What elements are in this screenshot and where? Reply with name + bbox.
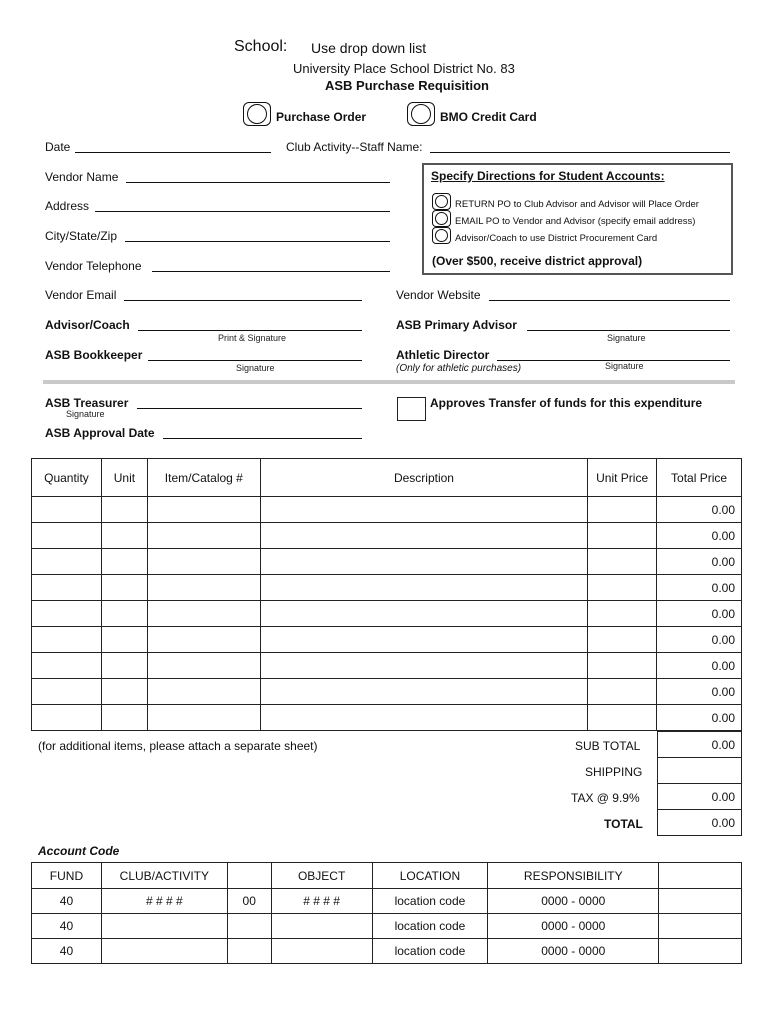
approves-transfer-checkbox[interactable] xyxy=(397,397,426,421)
total-price-cell: 0.00 xyxy=(657,575,742,601)
table-row xyxy=(32,679,742,705)
item-cell[interactable] xyxy=(147,549,260,575)
item-cell[interactable] xyxy=(147,497,260,523)
header-unit-price: Unit Price xyxy=(588,459,657,497)
bookkeeper-signature-caption: Signature xyxy=(236,363,275,373)
advisor-print-signature-caption: Print & Signature xyxy=(218,333,287,343)
total-price-cell: 0.00 xyxy=(657,627,742,653)
unit-cell[interactable] xyxy=(101,601,147,627)
table-row xyxy=(32,549,742,575)
total-price-cell: 0.00 xyxy=(657,679,742,705)
extra-cell[interactable] xyxy=(659,889,742,914)
date-label: Date xyxy=(45,140,71,154)
location-cell[interactable]: location code xyxy=(372,914,488,939)
table-row xyxy=(32,627,742,653)
qty-cell[interactable] xyxy=(32,601,102,627)
unit-cell[interactable] xyxy=(101,497,147,523)
unit-price-cell[interactable] xyxy=(588,549,657,575)
description-cell[interactable] xyxy=(260,497,587,523)
advisor-coach-label: Advisor/Coach xyxy=(45,318,130,332)
account-header-extra xyxy=(659,863,742,889)
vendor-telephone-field[interactable] xyxy=(152,271,390,272)
description-cell[interactable] xyxy=(260,601,587,627)
qty-cell[interactable] xyxy=(32,705,102,731)
athletic-signature-caption: Signature xyxy=(605,361,644,371)
sub-total-value: 0.00 xyxy=(658,732,742,758)
table-row xyxy=(32,575,742,601)
unit-price-cell[interactable] xyxy=(588,653,657,679)
header-description: Description xyxy=(260,459,587,497)
return-po-radio[interactable] xyxy=(432,193,451,210)
location-cell[interactable]: location code xyxy=(372,889,488,914)
date-field[interactable] xyxy=(75,152,271,153)
athletic-director-note: (Only for athletic purchases) xyxy=(396,363,522,374)
description-cell[interactable] xyxy=(260,523,587,549)
object-cell[interactable]: # # # # xyxy=(271,889,372,914)
treasurer-signature-caption: Signature xyxy=(66,409,105,419)
form-title: ASB Purchase Requisition xyxy=(325,78,489,93)
city-state-zip-field[interactable] xyxy=(125,241,390,242)
description-cell[interactable] xyxy=(260,679,587,705)
account-code-table xyxy=(31,862,742,964)
directions-title: Specify Directions for Student Accounts: xyxy=(431,169,665,183)
district-approval-note: (Over $500, receive district approval) xyxy=(432,254,643,268)
unit-price-cell[interactable] xyxy=(588,705,657,731)
account-header-blank xyxy=(227,863,271,889)
item-cell[interactable] xyxy=(147,523,260,549)
asb-bookkeeper-field[interactable] xyxy=(148,360,362,361)
vendor-telephone-label: Vendor Telephone xyxy=(45,259,142,273)
asb-approval-date-label: ASB Approval Date xyxy=(45,426,155,440)
responsibility-cell[interactable]: 0000 - 0000 xyxy=(488,889,659,914)
total-price-cell: 0.00 xyxy=(657,549,742,575)
email-po-label: EMAIL PO to Vendor and Advisor (specify email address) xyxy=(455,216,696,227)
account-header-club-activity: CLUB/ACTIVITY xyxy=(101,863,227,889)
unit-cell[interactable] xyxy=(101,523,147,549)
email-po-radio[interactable] xyxy=(432,210,451,227)
account-header-object: OBJECT xyxy=(271,863,372,889)
table-row xyxy=(32,601,742,627)
city-state-zip-label: City/State/Zip xyxy=(45,229,118,243)
fund-cell[interactable]: 40 xyxy=(32,939,102,964)
vendor-name-label: Vendor Name xyxy=(45,170,119,184)
approves-transfer-label: Approves Transfer of funds for this expenditure xyxy=(430,396,703,410)
address-field[interactable] xyxy=(95,211,390,212)
primary-advisor-signature-caption: Signature xyxy=(607,333,646,343)
asb-bookkeeper-label: ASB Bookkeeper xyxy=(45,348,143,362)
fund-cell[interactable]: 40 xyxy=(32,914,102,939)
athletic-director-label: Athletic Director xyxy=(396,348,490,362)
object-cell[interactable] xyxy=(271,914,372,939)
return-po-label: RETURN PO to Club Advisor and Advisor will Place Order xyxy=(455,199,699,210)
asb-primary-advisor-field[interactable] xyxy=(527,330,730,331)
account-header-location: LOCATION xyxy=(372,863,488,889)
vendor-email-field[interactable] xyxy=(124,300,362,301)
description-cell[interactable] xyxy=(260,705,587,731)
object-cell[interactable] xyxy=(271,939,372,964)
total-label: TOTAL xyxy=(604,817,643,831)
unit-cell[interactable] xyxy=(101,627,147,653)
table-row xyxy=(32,705,742,731)
club-activity-cell[interactable]: # # # # xyxy=(101,889,227,914)
items-table xyxy=(31,458,742,731)
location-cell[interactable]: location code xyxy=(372,939,488,964)
item-cell[interactable] xyxy=(147,679,260,705)
unit-price-cell[interactable] xyxy=(588,601,657,627)
total-price-cell: 0.00 xyxy=(657,497,742,523)
header-item-catalog: Item/Catalog # xyxy=(147,459,260,497)
unit-price-cell[interactable] xyxy=(588,679,657,705)
club-activity-cell[interactable] xyxy=(101,914,227,939)
address-label: Address xyxy=(45,199,90,213)
asb-treasurer-field[interactable] xyxy=(137,408,362,409)
table-row xyxy=(32,889,742,914)
vendor-website-label: Vendor Website xyxy=(396,288,481,302)
table-row xyxy=(32,914,742,939)
description-cell[interactable] xyxy=(260,653,587,679)
account-header-fund: FUND xyxy=(32,863,102,889)
table-row xyxy=(32,523,742,549)
unit-cell[interactable] xyxy=(101,679,147,705)
total-price-cell: 0.00 xyxy=(657,653,742,679)
total-price-cell: 0.00 xyxy=(657,601,742,627)
item-cell[interactable] xyxy=(147,601,260,627)
item-cell[interactable] xyxy=(147,575,260,601)
unit-price-cell[interactable] xyxy=(588,497,657,523)
asb-approval-date-field[interactable] xyxy=(163,438,362,439)
club-activity-cell[interactable] xyxy=(101,939,227,964)
item-cell[interactable] xyxy=(147,705,260,731)
sub-code-cell[interactable] xyxy=(227,939,271,964)
description-cell[interactable] xyxy=(260,575,587,601)
asb-treasurer-label: ASB Treasurer xyxy=(45,396,129,410)
header-quantity: Quantity xyxy=(32,459,102,497)
unit-cell[interactable] xyxy=(101,549,147,575)
procurement-card-label: Advisor/Coach to use District Procurement Card xyxy=(455,233,658,244)
vendor-website-field[interactable] xyxy=(489,300,730,301)
item-cell[interactable] xyxy=(147,653,260,679)
tax-label: TAX @ 9.9% xyxy=(571,791,640,805)
vendor-name-field[interactable] xyxy=(126,182,390,183)
summary-table xyxy=(657,731,742,836)
account-code-title: Account Code xyxy=(38,844,120,858)
header-total-price: Total Price xyxy=(657,459,742,497)
unit-cell[interactable] xyxy=(101,705,147,731)
asb-primary-advisor-label: ASB Primary Advisor xyxy=(396,318,517,332)
total-price-cell: 0.00 xyxy=(657,705,742,731)
club-activity-field[interactable] xyxy=(430,152,730,153)
account-header-responsibility: RESPONSIBILITY xyxy=(488,863,659,889)
purchase-order-radio[interactable] xyxy=(243,102,271,126)
district-name: University Place School District No. 83 xyxy=(293,61,515,76)
vendor-email-label: Vendor Email xyxy=(45,288,117,302)
shipping-label: SHIPPING xyxy=(585,765,643,779)
unit-price-cell[interactable] xyxy=(588,575,657,601)
qty-cell[interactable] xyxy=(32,653,102,679)
fund-cell[interactable]: 40 xyxy=(32,889,102,914)
description-cell[interactable] xyxy=(260,627,587,653)
account-header-row xyxy=(32,863,742,889)
qty-cell[interactable] xyxy=(32,549,102,575)
description-cell[interactable] xyxy=(260,549,587,575)
responsibility-cell[interactable]: 0000 - 0000 xyxy=(488,939,659,964)
table-row xyxy=(32,939,742,964)
club-activity-label: Club Activity--Staff Name: xyxy=(286,140,423,154)
item-cell[interactable] xyxy=(147,627,260,653)
extra-cell[interactable] xyxy=(659,914,742,939)
qty-cell[interactable] xyxy=(32,523,102,549)
header-unit: Unit xyxy=(101,459,147,497)
unit-price-cell[interactable] xyxy=(588,523,657,549)
section-divider xyxy=(43,380,735,384)
total-value: 0.00 xyxy=(658,810,742,836)
unit-cell[interactable] xyxy=(101,575,147,601)
school-label: School: xyxy=(234,38,288,55)
tax-value: 0.00 xyxy=(658,784,742,810)
table-row xyxy=(32,497,742,523)
unit-cell[interactable] xyxy=(101,653,147,679)
advisor-coach-field[interactable] xyxy=(138,330,362,331)
additional-items-note: (for additional items, please attach a separate sheet) xyxy=(38,739,318,753)
purchase-order-label: Purchase Order xyxy=(276,110,367,124)
responsibility-cell[interactable]: 0000 - 0000 xyxy=(488,914,659,939)
extra-cell[interactable] xyxy=(659,939,742,964)
qty-cell[interactable] xyxy=(32,679,102,705)
qty-cell[interactable] xyxy=(32,627,102,653)
sub-code-cell[interactable] xyxy=(227,914,271,939)
bmo-credit-card-radio[interactable] xyxy=(407,102,435,126)
sub-total-label: SUB TOTAL xyxy=(575,739,641,753)
items-header-row xyxy=(32,459,742,497)
unit-price-cell[interactable] xyxy=(588,627,657,653)
bmo-credit-card-label: BMO Credit Card xyxy=(440,110,537,124)
qty-cell[interactable] xyxy=(32,575,102,601)
total-price-cell: 0.00 xyxy=(657,523,742,549)
school-dropdown[interactable]: Use drop down list xyxy=(311,40,427,56)
procurement-card-radio[interactable] xyxy=(432,227,451,244)
table-row xyxy=(32,653,742,679)
sub-code-cell[interactable]: 00 xyxy=(227,889,271,914)
qty-cell[interactable] xyxy=(32,497,102,523)
shipping-value[interactable] xyxy=(658,758,742,784)
